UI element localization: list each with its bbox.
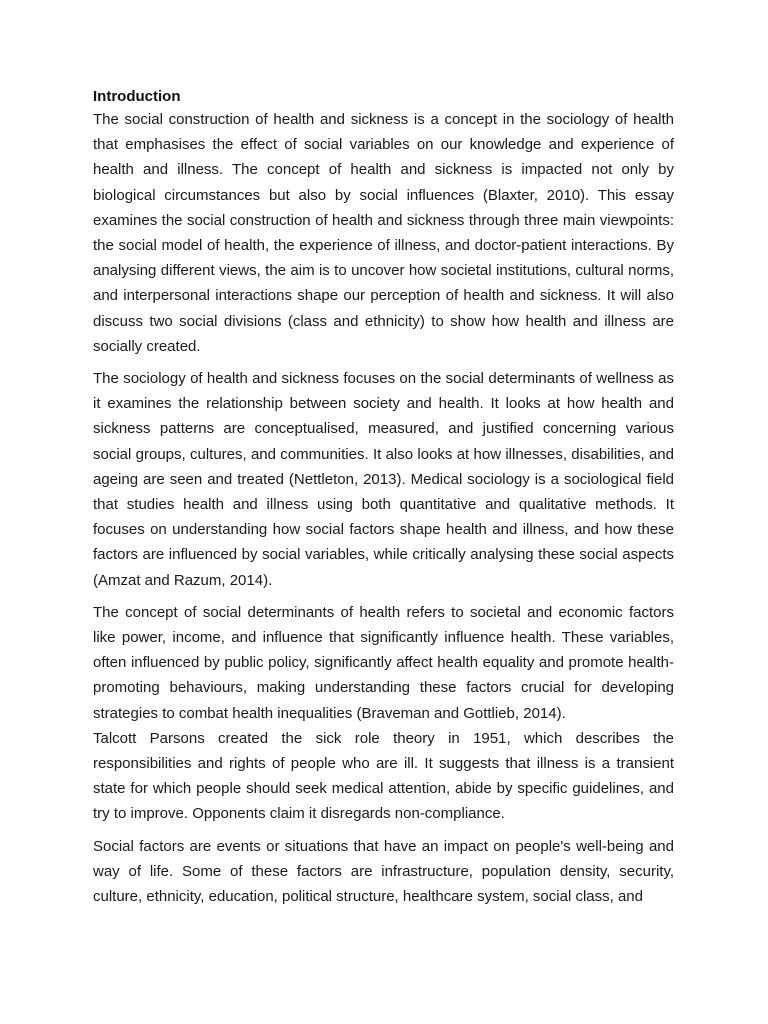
paragraph-1: The social construction of health and sickness is a concept in the sociology of health that emphasises the effect of social variables on our knowledge and experience of health and illness. The concept of health and sickness is impacted not only by biological circumstances but also by social influences (Blaxter, 2010). This essay examines the social construction of health and sickness through three main viewpoints: the social model of health, the experience of illness, and doctor-patient interactions. By analysing different views, the aim is to uncover how societal institutions, cultural norms, and interpersonal interactions shape our perception of health and sickness. It will also discuss two social divisions (class and ethnicity) to show how health and illness are socially created. (93, 111, 674, 355)
paragraph-3: The concept of social determinants of health refers to societal and economic factors like power, income, and influence that significantly influence health. These variables, often influenced by public policy, significantly affect health equality and promote health-promoting behaviours, making understanding these factors crucial for developing strategies to combat health inequalities (Braveman and Gottlieb, 2014). (93, 603, 674, 722)
paragraph-4: Talcott Parsons created the sick role theory in 1951, which describes the responsibilities and rights of people who are ill. It suggests that illness is a transient state for which people should seek medical attention, abide by specific guidelines, and try to improve. Opponents claim it disregards non-compliance. (93, 729, 674, 823)
paragraph-2: The sociology of health and sickness focuses on the social determinants of wellness as it examines the relationship between society and health. It looks at how health and sickness patterns are conceptualised, measured, and justified concerning various social groups, cultures, and communities. It also looks at how illnesses, disabilities, and ageing are seen and treated (Nettleton, 2013). Medical sociology is a sociological field that studies health and illness using both quantitative and qualitative methods. It focuses on understanding how social factors shape health and illness, and how these factors are influenced by social variables, while critically analysing these social aspects (Amzat and Razum, 2014). (93, 370, 674, 589)
paragraph-5: Social factors are events or situations that have an impact on people's well-being and way of life. Some of these factors are infrastructure, population density, security, culture, ethnicity, education, political structure, healthcare system, social class, and (93, 837, 674, 906)
document-body (93, 86, 674, 909)
section-heading: Introduction (93, 88, 181, 105)
